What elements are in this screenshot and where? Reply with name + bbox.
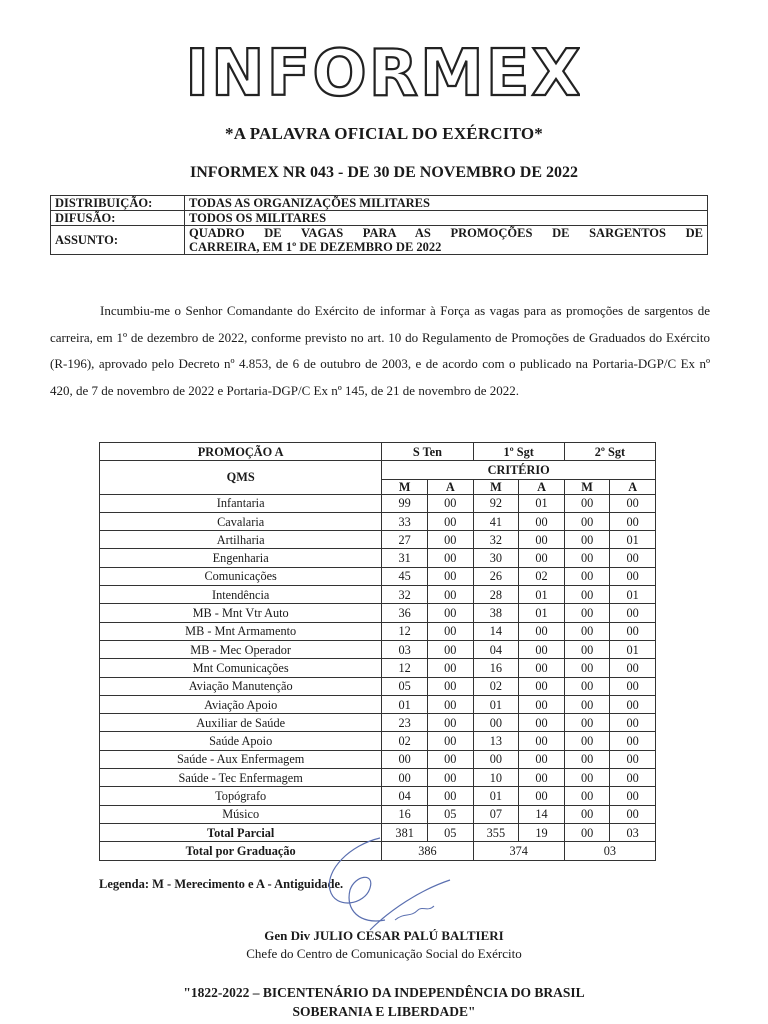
header-rank-sten: S Ten bbox=[382, 443, 473, 461]
value-cell: 01 bbox=[519, 586, 565, 604]
value-cell: 12 bbox=[382, 622, 428, 640]
value-cell: 10 bbox=[473, 769, 519, 787]
value-cell: 00 bbox=[519, 512, 565, 530]
value-cell: 01 bbox=[610, 640, 656, 658]
value-cell: 00 bbox=[382, 769, 428, 787]
value-cell: 00 bbox=[610, 567, 656, 585]
header-rank-1sgt: 1º Sgt bbox=[473, 443, 564, 461]
value-cell: 00 bbox=[427, 677, 473, 695]
value-cell: 355 bbox=[473, 823, 519, 841]
value-cell: 00 bbox=[427, 512, 473, 530]
value-cell: 00 bbox=[427, 604, 473, 622]
value-cell: 13 bbox=[473, 732, 519, 750]
header-criterio: CRITÉRIO bbox=[382, 461, 656, 479]
value-cell: 00 bbox=[564, 750, 610, 768]
distribuicao-value: TODAS AS ORGANIZAÇÕES MILITARES bbox=[185, 196, 708, 211]
value-cell: 00 bbox=[564, 494, 610, 512]
value-cell: 00 bbox=[564, 714, 610, 732]
value-cell: 26 bbox=[473, 567, 519, 585]
value-cell: 00 bbox=[427, 531, 473, 549]
qms-cell: Intendência bbox=[100, 586, 382, 604]
value-cell: 00 bbox=[564, 677, 610, 695]
value-cell: 01 bbox=[382, 695, 428, 713]
value-cell: 14 bbox=[473, 622, 519, 640]
signatory-role: Chefe do Centro de Comunicação Social do Exército bbox=[246, 946, 522, 961]
difusao-row bbox=[51, 211, 708, 226]
slogan-line-1: "1822-2022 – BICENTENÁRIO DA INDEPENDÊNCIA DO BRASIL bbox=[183, 985, 585, 1000]
table-row bbox=[100, 714, 656, 732]
value-cell: 00 bbox=[564, 531, 610, 549]
value-cell: 32 bbox=[473, 531, 519, 549]
value-cell: 00 bbox=[427, 695, 473, 713]
assunto-line-1: QUADRO DE VAGAS PARA AS PROMOÇÕES DE SARGENTOS DE bbox=[189, 226, 703, 240]
vagas-table-body bbox=[100, 443, 656, 861]
value-cell: 01 bbox=[519, 604, 565, 622]
value-cell: 00 bbox=[610, 512, 656, 530]
value-cell: 38 bbox=[473, 604, 519, 622]
header-sub: A bbox=[427, 479, 473, 494]
slogan bbox=[0, 983, 768, 1021]
value-cell: 00 bbox=[610, 769, 656, 787]
qms-cell: Infantaria bbox=[100, 494, 382, 512]
value-cell: 14 bbox=[519, 805, 565, 823]
value-cell: 00 bbox=[519, 787, 565, 805]
value-cell: 00 bbox=[473, 750, 519, 768]
value-cell: 00 bbox=[564, 586, 610, 604]
value-cell: 00 bbox=[564, 549, 610, 567]
value-cell: 00 bbox=[564, 640, 610, 658]
value-cell: 01 bbox=[473, 695, 519, 713]
value-cell: 05 bbox=[427, 805, 473, 823]
value-cell: 01 bbox=[610, 586, 656, 604]
value-cell: 92 bbox=[473, 494, 519, 512]
value-cell: 00 bbox=[610, 494, 656, 512]
qms-cell: Saúde - Tec Enfermagem bbox=[100, 769, 382, 787]
value-cell: 00 bbox=[610, 622, 656, 640]
value-cell: 00 bbox=[610, 714, 656, 732]
header-sub: A bbox=[610, 479, 656, 494]
value-cell: 00 bbox=[519, 695, 565, 713]
value-cell: 381 bbox=[382, 823, 428, 841]
value-cell: 16 bbox=[382, 805, 428, 823]
value-cell: 00 bbox=[427, 750, 473, 768]
qms-cell: Topógrafo bbox=[100, 787, 382, 805]
qms-cell: Mnt Comunicações bbox=[100, 659, 382, 677]
value-cell: 12 bbox=[382, 659, 428, 677]
qms-cell: Auxiliar de Saúde bbox=[100, 714, 382, 732]
value-cell: 33 bbox=[382, 512, 428, 530]
value-cell: 00 bbox=[564, 512, 610, 530]
value-cell: 19 bbox=[519, 823, 565, 841]
total-graduacao-label: Total por Graduação bbox=[100, 842, 382, 860]
value-cell: 04 bbox=[473, 640, 519, 658]
value-cell: 00 bbox=[519, 769, 565, 787]
value-cell: 03 bbox=[382, 640, 428, 658]
value-cell: 05 bbox=[427, 823, 473, 841]
value-cell: 00 bbox=[610, 750, 656, 768]
value-cell: 00 bbox=[564, 769, 610, 787]
total-graduacao-value: 03 bbox=[564, 842, 655, 860]
value-cell: 36 bbox=[382, 604, 428, 622]
value-cell: 00 bbox=[564, 732, 610, 750]
value-cell: 00 bbox=[519, 622, 565, 640]
value-cell: 00 bbox=[610, 659, 656, 677]
table-row bbox=[100, 659, 656, 677]
value-cell: 00 bbox=[519, 640, 565, 658]
value-cell: 99 bbox=[382, 494, 428, 512]
table-row bbox=[100, 640, 656, 658]
qms-cell: MB - Mnt Armamento bbox=[100, 622, 382, 640]
value-cell: 00 bbox=[427, 586, 473, 604]
value-cell: 03 bbox=[610, 823, 656, 841]
qms-cell: Saúde - Aux Enfermagem bbox=[100, 750, 382, 768]
table-row bbox=[100, 549, 656, 567]
signatory-name: Gen Div JULIO CESAR PALÚ BALTIERI bbox=[264, 928, 504, 943]
value-cell: 01 bbox=[610, 531, 656, 549]
slogan-line-2: SOBERANIA E LIBERDADE" bbox=[292, 1004, 476, 1019]
value-cell: 27 bbox=[382, 531, 428, 549]
value-cell: 00 bbox=[427, 567, 473, 585]
value-cell: 31 bbox=[382, 549, 428, 567]
assunto-row bbox=[51, 226, 708, 255]
header-qms: QMS bbox=[100, 461, 382, 494]
table-row bbox=[100, 586, 656, 604]
value-cell: 30 bbox=[473, 549, 519, 567]
body-paragraph: Incumbiu-me o Senhor Comandante do Exército de informar à Força as vagas para as promoções de sargentos de carreira, em 1º de dezembro de 2022, conforme previsto no art. 10 do Regulamento de Promoções de Graduados do Exército (R-196), aprovado pelo Decreto nº 4.853, de 6 de outubro de 2003, e de acordo com o publicado na Portaria-DGP/C Ex nº 420, de 7 de novembro de 2022 e Portaria-DGP/C Ex nº 145, de 21 de novembro de 2022. bbox=[50, 303, 710, 398]
qms-cell: Artilharia bbox=[100, 531, 382, 549]
value-cell: 00 bbox=[564, 695, 610, 713]
value-cell: 00 bbox=[564, 659, 610, 677]
value-cell: 28 bbox=[473, 586, 519, 604]
qms-cell: Aviação Manutenção bbox=[100, 677, 382, 695]
table-row bbox=[100, 769, 656, 787]
value-cell: 00 bbox=[610, 695, 656, 713]
value-cell: 00 bbox=[564, 604, 610, 622]
value-cell: 00 bbox=[427, 640, 473, 658]
table-row bbox=[100, 622, 656, 640]
value-cell: 00 bbox=[564, 567, 610, 585]
table-row bbox=[100, 567, 656, 585]
value-cell: 02 bbox=[473, 677, 519, 695]
value-cell: 05 bbox=[382, 677, 428, 695]
value-cell: 00 bbox=[519, 677, 565, 695]
value-cell: 01 bbox=[519, 494, 565, 512]
table-row bbox=[100, 750, 656, 768]
header-sub: M bbox=[564, 479, 610, 494]
qms-cell: Saúde Apoio bbox=[100, 732, 382, 750]
qms-cell: Engenharia bbox=[100, 549, 382, 567]
distribuicao-label: DISTRIBUIÇÃO: bbox=[51, 196, 185, 211]
value-cell: 00 bbox=[610, 677, 656, 695]
value-cell: 00 bbox=[519, 714, 565, 732]
value-cell: 00 bbox=[427, 622, 473, 640]
assunto-line-2: CARREIRA, EM 1º DE DEZEMBRO DE 2022 bbox=[189, 240, 442, 254]
table-row bbox=[100, 787, 656, 805]
value-cell: 00 bbox=[519, 549, 565, 567]
value-cell: 45 bbox=[382, 567, 428, 585]
value-cell: 00 bbox=[427, 494, 473, 512]
value-cell: 00 bbox=[427, 787, 473, 805]
value-cell: 04 bbox=[382, 787, 428, 805]
value-cell: 16 bbox=[473, 659, 519, 677]
value-cell: 02 bbox=[519, 567, 565, 585]
qms-cell: Músico bbox=[100, 805, 382, 823]
table-row bbox=[100, 512, 656, 530]
informex-logo-graphic bbox=[188, 40, 580, 106]
qms-cell: Comunicações bbox=[100, 567, 382, 585]
vagas-table bbox=[99, 442, 656, 861]
body-paragraph-container bbox=[50, 298, 710, 404]
logo-text: INFORMEX bbox=[188, 40, 580, 106]
value-cell: 00 bbox=[427, 549, 473, 567]
value-cell: 41 bbox=[473, 512, 519, 530]
value-cell: 00 bbox=[473, 714, 519, 732]
value-cell: 00 bbox=[564, 787, 610, 805]
value-cell: 00 bbox=[564, 622, 610, 640]
value-cell: 00 bbox=[564, 805, 610, 823]
table-row bbox=[100, 604, 656, 622]
value-cell: 00 bbox=[519, 659, 565, 677]
value-cell: 00 bbox=[519, 531, 565, 549]
assunto-label: ASSUNTO: bbox=[51, 226, 185, 255]
value-cell: 07 bbox=[473, 805, 519, 823]
value-cell: 00 bbox=[427, 714, 473, 732]
value-cell: 00 bbox=[382, 750, 428, 768]
value-cell: 00 bbox=[610, 549, 656, 567]
table-row bbox=[100, 732, 656, 750]
difusao-value: TODOS OS MILITARES bbox=[185, 211, 708, 226]
header-sub: M bbox=[473, 479, 519, 494]
value-cell: 23 bbox=[382, 714, 428, 732]
header-row-criterio bbox=[100, 461, 656, 479]
value-cell: 01 bbox=[473, 787, 519, 805]
value-cell: 00 bbox=[610, 604, 656, 622]
value-cell: 32 bbox=[382, 586, 428, 604]
table-row bbox=[100, 494, 656, 512]
qms-cell: Total Parcial bbox=[100, 823, 382, 841]
value-cell: 00 bbox=[610, 787, 656, 805]
header-sub: A bbox=[519, 479, 565, 494]
total-graduacao-value: 374 bbox=[473, 842, 564, 860]
difusao-label: DIFUSÃO: bbox=[51, 211, 185, 226]
doc-number: INFORMEX NR 043 - DE 30 DE NOVEMBRO DE 2022 bbox=[190, 164, 578, 181]
value-cell: 00 bbox=[427, 659, 473, 677]
header-sub: M bbox=[382, 479, 428, 494]
qms-cell: Aviação Apoio bbox=[100, 695, 382, 713]
value-cell: 00 bbox=[610, 805, 656, 823]
value-cell: 00 bbox=[519, 732, 565, 750]
value-cell: 00 bbox=[519, 750, 565, 768]
value-cell: 02 bbox=[382, 732, 428, 750]
header-row-ranks bbox=[100, 443, 656, 461]
signature-graphic bbox=[310, 830, 460, 940]
total-graduacao-value: 386 bbox=[382, 842, 473, 860]
header-promocao: PROMOÇÃO A bbox=[100, 443, 382, 461]
table-row bbox=[100, 805, 656, 823]
informex-logo bbox=[188, 40, 580, 106]
distribuicao-row bbox=[51, 196, 708, 211]
table-row bbox=[100, 677, 656, 695]
header-rank-2sgt: 2º Sgt bbox=[564, 443, 655, 461]
value-cell: 00 bbox=[564, 823, 610, 841]
distribution-table bbox=[50, 195, 708, 255]
table-row bbox=[100, 531, 656, 549]
value-cell: 00 bbox=[427, 732, 473, 750]
qms-cell: MB - Mec Operador bbox=[100, 640, 382, 658]
qms-cell: MB - Mnt Vtr Auto bbox=[100, 604, 382, 622]
subtitle: *A PALAVRA OFICIAL DO EXÉRCITO* bbox=[225, 124, 543, 143]
assunto-value bbox=[185, 226, 708, 255]
value-cell: 00 bbox=[610, 732, 656, 750]
qms-cell: Cavalaria bbox=[100, 512, 382, 530]
value-cell: 00 bbox=[427, 769, 473, 787]
table-row bbox=[100, 695, 656, 713]
legend: Legenda: M - Merecimento e A - Antiguidade. bbox=[99, 877, 344, 891]
